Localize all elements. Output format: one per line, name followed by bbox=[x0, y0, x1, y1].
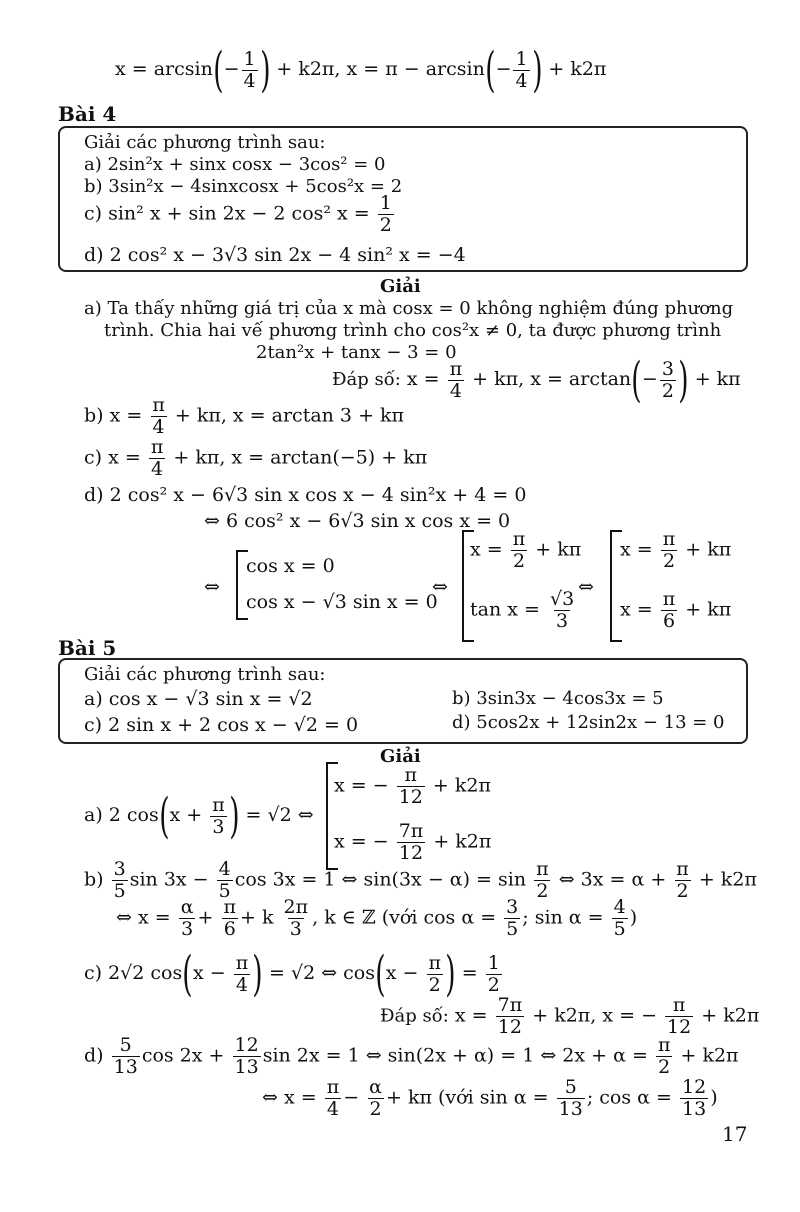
bai5-sol-d-line2: ⇔ x = $\frac{\pi}{4}$ − $\frac{\alpha}{2}$ + kπ (với sin α = $\frac{5}{13}$ ; cos α = $\frac{12}{13}$ ) bbox=[262, 1076, 718, 1120]
page-number: 17 bbox=[722, 1122, 748, 1146]
bai5-item-a: a) cos x − √3 sin x = √2 bbox=[84, 688, 313, 710]
equiv-symbol: ⇔ bbox=[204, 576, 220, 598]
bai4-solution-title: Giải bbox=[380, 276, 421, 297]
formula-text: x = arcsin bbox=[115, 58, 213, 80]
bai5-prompt: Giải các phương trình sau: bbox=[84, 664, 326, 685]
system3-a: x = $\frac{\pi}{2}$ + kπ bbox=[620, 528, 732, 572]
bai4-item-a: a) 2sin²x + sinx cosx − 3cos² = 0 bbox=[84, 154, 386, 175]
bai4-sol-a-line1: a) Ta thấy những giá trị của x mà cosx = 0 không nghiệm đúng phương bbox=[84, 298, 734, 319]
system3-b: x = $\frac{\pi}{6}$ + kπ bbox=[620, 588, 732, 632]
equiv-symbol: ⇔ bbox=[578, 576, 594, 598]
bai4-sol-d-line1: d) 2 cos² x − 6√3 sin x cos x − 4 sin²x + 4 = 0 bbox=[84, 484, 527, 506]
bai4-item-d: d) 2 cos² x − 3√3 sin 2x − 4 sin² x = −4 bbox=[84, 244, 466, 266]
bai4-heading: Bài 4 bbox=[58, 102, 117, 126]
bai4-sol-a-line3: 2tan²x + tanx − 3 = 0 bbox=[256, 342, 457, 363]
system2-a: x = $\frac{\pi}{2}$ + kπ bbox=[470, 528, 582, 572]
fraction: $\frac{1}{4}$ bbox=[243, 47, 256, 92]
system1-a: cos x = 0 bbox=[246, 555, 335, 577]
system2-b: tan x = $\frac{√3}{3}$ bbox=[470, 588, 575, 632]
bai5-item-c: c) 2 sin x + 2 cos x − √2 = 0 bbox=[84, 714, 359, 736]
bai5-sol-c-answer: Đáp số: x = $\frac{7\pi}{12}$ + k2π, x = − $\frac{\pi}{12}$ + k2π bbox=[380, 994, 760, 1038]
bai5-sol-a-s2: x = − $\frac{7\pi}{12}$ + k2π bbox=[334, 820, 492, 864]
equiv-symbol: ⇔ bbox=[432, 576, 448, 598]
bai4-item-b: b) 3sin²x − 4sinxcosx + 5cos²x = 2 bbox=[84, 176, 403, 197]
bai4-item-c: c) sin² x + sin 2x − 2 cos² x = $\frac{1}{2}$ bbox=[84, 192, 392, 236]
bai4-sol-c: c) x = $\frac{\pi}{4}$ + kπ, x = arctan(−5) + kπ bbox=[84, 436, 428, 480]
bai5-heading: Bài 5 bbox=[58, 636, 117, 660]
bai4-sol-a-answer: Đáp số: x = $\frac{\pi}{4}$ + kπ, x = arctan(− $\frac{3}{2}$ ) + kπ bbox=[332, 352, 741, 408]
bai5-sol-d-line1: d) $\frac{5}{13}$ cos 2x + $\frac{12}{13}$ sin 2x = 1 ⇔ sin(2x + α) = 1 ⇔ 2x + α = $\frac{\pi}{2}$ + k2π bbox=[84, 1034, 739, 1078]
system1-b: cos x − √3 sin x = 0 bbox=[246, 591, 438, 613]
bai4-prompt: Giải các phương trình sau: bbox=[84, 132, 326, 153]
bai4-sol-a-line2: trình. Chia hai vế phương trình cho cos²x ≠ 0, ta được phương trình bbox=[104, 320, 722, 341]
bai5-sol-b-line2: ⇔ x = $\frac{\alpha}{3}$ + $\frac{\pi}{6}$ + k $\frac{2\pi}{3}$ , k ∈ ℤ (với cos α = $\frac{3}{5}$ ; sin α = $\frac{4}{5}$ ) bbox=[116, 896, 638, 940]
bai4-sol-b: b) x = $\frac{\pi}{4}$ + kπ, x = arctan 3 + kπ bbox=[84, 394, 405, 438]
bai5-sol-a-s1: x = − $\frac{\pi}{12}$ + k2π bbox=[334, 764, 491, 808]
bai5-item-d: d) 5cos2x + 12sin2x − 13 = 0 bbox=[452, 712, 725, 733]
bai5-sol-a: a) 2 cos(x + $\frac{\pi}{3}$ ) = √2 ⇔ bbox=[84, 788, 314, 844]
bai5-sol-b-line1: b) $\frac{3}{5}$ sin 3x − $\frac{4}{5}$ cos 3x = 1 ⇔ sin(3x − α) = sin $\frac{\pi}{2}$ ⇔ 3x = α + $\frac{\pi}{2}$ + k2π bbox=[84, 858, 757, 902]
top-formula: x = arcsin(− $\frac{1}{4}$ ) + k2π, x = π − arcsin(− $\frac{1}{4}$ ) + k2π bbox=[115, 42, 607, 98]
bai4-sol-d-line2: ⇔ 6 cos² x − 6√3 sin x cos x = 0 bbox=[204, 510, 511, 532]
bai5-solution-title: Giải bbox=[380, 746, 421, 767]
bai5-sol-c: c) 2√2 cos(x − $\frac{\pi}{4}$ ) = √2 ⇔ cos(x − $\frac{\pi}{2}$ ) = $\frac{1}{2}$ bbox=[84, 946, 500, 1002]
bai5-item-b: b) 3sin3x − 4cos3x = 5 bbox=[452, 688, 664, 709]
